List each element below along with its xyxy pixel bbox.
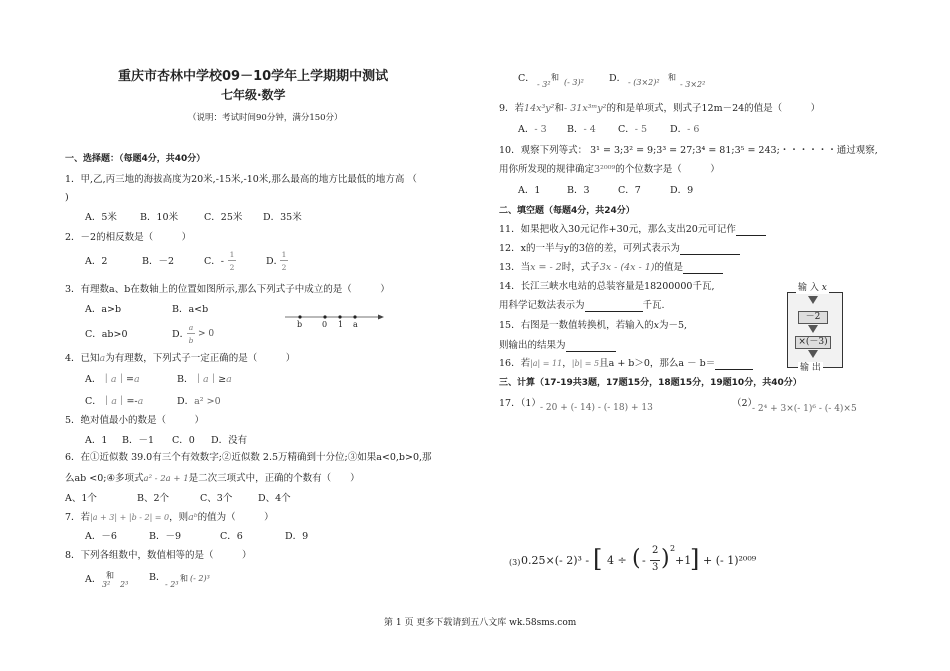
q2-d-numerator: 1: [281, 250, 287, 259]
q9-option-d-label: D．: [670, 124, 688, 135]
q3-d-fraction-bar: [187, 333, 195, 334]
machine-input-var: x: [821, 283, 827, 293]
q8-option-a: [85, 574, 101, 586]
q8-d-he: 和: [668, 73, 676, 82]
q17-2-expression: - 2⁴ + 3×(- 1)⁶ - (- 4)×5: [752, 404, 857, 414]
machine-step-1: －2: [798, 311, 828, 324]
q8-option-b: [149, 572, 165, 584]
q14-answer-blank[interactable]: [585, 301, 643, 312]
q15-answer-blank[interactable]: [566, 341, 616, 352]
q17-3-expression-b: 4 ÷: [607, 554, 627, 567]
section-heading-calc: 三、计算（17-19共3题，17题15分，18题15分，19题10分，共40分）: [499, 378, 802, 388]
q4-option-b: [177, 374, 232, 386]
q4-option-a-rel: ｜=: [116, 374, 135, 385]
q8-a-he: 和: [106, 571, 114, 580]
q9-option-d-value: - 6: [687, 124, 700, 135]
q17-3-paren-left: (: [632, 546, 641, 571]
q8-d-expr-2: - 3×2²: [680, 80, 706, 89]
q3-option-d: D．: [172, 329, 190, 340]
q4-var: a: [99, 353, 106, 364]
q3-d-denominator: b: [188, 336, 194, 345]
q10-power: 3²⁰⁰⁹: [594, 164, 616, 175]
q17-3-expression-d: + (- 1)²⁰⁰⁹: [703, 554, 757, 567]
q1-option-c: C．25米: [204, 212, 243, 223]
q14-unit: 千瓦.: [642, 300, 665, 311]
q8-c-expr-2: (- 3)²: [564, 78, 584, 87]
q4-text-rest: 为有理数，下列式子一定正确的是（ ）: [105, 353, 296, 364]
q17-3-bracket-left: [: [593, 545, 603, 573]
q13-text-b: 时，式子: [561, 262, 600, 273]
q15-text-c: 则输出的结果为: [499, 340, 566, 351]
q10-option-d: D．9: [670, 185, 694, 196]
q1-option-b: B．10米: [140, 212, 179, 223]
question-10-line-2: [499, 164, 720, 176]
q6-polynomial: a² - 2a + 1: [143, 474, 189, 484]
q4-option-b-var2: a: [226, 374, 232, 385]
q10-option-c: C．7: [618, 185, 641, 196]
number-line-label-b: b: [297, 320, 303, 329]
q10-text-b: 的个位数字是（ ）: [615, 164, 720, 175]
q5-option-c: C．0: [172, 435, 195, 446]
question-12: [499, 243, 740, 255]
q6-option-c: C、3个: [200, 493, 233, 504]
q3-option-b: B．a<b: [172, 304, 209, 315]
q17-3-square: 2: [670, 544, 676, 553]
q9-option-a-label: A．: [518, 124, 535, 135]
q16-text-b: 且a + b＞0，那么a － b＝: [599, 358, 716, 369]
machine-input-label: [796, 282, 829, 294]
machine-input-text: 输 入: [798, 283, 819, 293]
q8-c-expr-1: - 3²: [537, 80, 551, 89]
q16-cond-2: |b| = 5: [571, 359, 600, 368]
page-footer: 第 1 页 更多下载请到五八文库 wk.58sms.com: [384, 618, 577, 628]
q4-option-c-label: C．｜: [85, 396, 112, 407]
q8-b-expr-2: (- 2)³: [190, 574, 210, 583]
q2-option-b: B．－2: [142, 256, 175, 267]
q1-option-a: A．5米: [85, 212, 117, 223]
q9-option-b-label: B．: [567, 124, 584, 135]
q16-cond-1: |a| = 11: [530, 359, 563, 368]
q8-b-he: 和: [180, 574, 188, 583]
q4-option-d-label: D．: [177, 396, 195, 407]
q9-option-a: [518, 124, 547, 136]
q16-text-a: 16．若: [499, 358, 531, 369]
q4-option-c-var2: a: [137, 396, 144, 407]
question-3: 3．有理数a、b在数轴上的位置如图所示,那么下列式子中成立的是（ ）: [65, 284, 390, 295]
q1-option-d: D．35米: [263, 212, 302, 223]
q13-condition: x = - 2: [530, 262, 562, 273]
q9-text-a: 9．若: [499, 103, 525, 114]
q13-answer-blank[interactable]: [683, 263, 723, 274]
q7-text-c: 的值为（ ）: [197, 512, 274, 523]
q8-option-b-label: B．: [149, 572, 166, 583]
q9-option-d: [670, 124, 699, 136]
q17-3-frac-den: 3: [652, 562, 659, 573]
arrow-down-icon: [808, 325, 818, 333]
q4-option-a: [85, 374, 140, 386]
q3-option-c: C．ab>0: [85, 329, 128, 340]
q3-d-greater-zero: > 0: [198, 329, 215, 339]
q7-condition: |a + 3| + |b - 2| = 0: [90, 513, 170, 522]
q4-option-a-var: a: [110, 374, 117, 385]
q13-text-c: 的值是: [654, 262, 684, 273]
q17-3-frac-num: 2: [652, 545, 659, 556]
q4-option-b-label: B．｜: [177, 374, 203, 385]
q2-option-c: C．-: [204, 256, 224, 267]
q9-option-c-label: C．: [618, 124, 635, 135]
q4-option-c-rel: ｜=-: [116, 396, 138, 407]
q17-3-minus: -: [642, 554, 646, 567]
question-16: 16．若|a| = 11，|b| = 5且a + b＞0，那么a － b＝: [499, 358, 753, 370]
q10-option-a: A．1: [518, 185, 541, 196]
q3-d-numerator: a: [188, 323, 194, 332]
question-5: 5．绝对值最小的数是（ ）: [65, 415, 205, 426]
q4-option-a-var2: a: [134, 374, 140, 385]
number-line-label-1: 1: [338, 320, 344, 329]
q7-option-c: C．6: [220, 531, 243, 542]
conversion-machine: [784, 282, 846, 379]
q7-power: aᵇ: [188, 512, 198, 523]
q10-text-a: 用你所发现的规律确定: [499, 164, 595, 175]
question-17-1-label: 17．（1）: [499, 398, 541, 409]
question-11: [499, 224, 766, 236]
q2-option-d: D．: [266, 256, 284, 267]
q15-text-b: 为－5,: [658, 320, 688, 331]
q5-option-d: D．没有: [211, 435, 248, 446]
q8-a-expr-2: 2³: [120, 580, 129, 589]
q4-option-b-rel: ｜≥: [208, 374, 227, 385]
page-title: 重庆市杏林中学校09－10学年上学期期中测试: [118, 69, 389, 84]
q4-text-start: 4．已知: [65, 353, 100, 364]
q9-option-c: [618, 124, 647, 136]
number-line-label-a: a: [353, 320, 358, 329]
q4-option-b-var: a: [202, 374, 209, 385]
q9-option-a-value: - 3: [534, 124, 547, 135]
question-14-line-1: 14．长江三峡水电站的总装容量是18200000千瓦,: [499, 281, 715, 292]
question-10-line-1: 10．观察下列等式： 3¹ = 3;3² = 9;3³ = 27;3⁴ = 81;3⁵ = 243;・・・・・・通过观察,: [499, 145, 878, 156]
question-1: 1．甲,乙,丙三地的海拔高度为20米,-15米,-10米,那么最高的地方比最低的地方高 （: [65, 174, 417, 185]
q17-3-bracket-right: ]: [690, 545, 700, 573]
q11-answer-blank[interactable]: [736, 225, 766, 236]
exam-note: （说明：考试时间90分钟，满分150分）: [188, 113, 343, 123]
q14-text: 用科学记数法表示为: [499, 300, 585, 311]
question-2: 2．－2的相反数是（ ）: [65, 232, 192, 243]
q15-x: x: [653, 320, 659, 331]
q4-option-d-expr: a² >0: [194, 396, 221, 407]
page-subtitle: 七年级·数学: [221, 88, 286, 102]
q6-option-d: D、4个: [258, 493, 291, 504]
q8-c-he: 和: [551, 73, 559, 82]
q4-option-c-var: a: [111, 396, 117, 407]
q8-a-expr-1: 3²: [102, 580, 111, 589]
section-heading-choice: 一、选择题：（每题4分，共40分）: [65, 154, 206, 164]
question-13: [499, 262, 723, 274]
question-7: [65, 512, 274, 524]
q9-option-b-value: - 4: [583, 124, 596, 135]
q6-text-a: 么ab <0;④多项式: [65, 473, 144, 484]
q9-expr-2: - 31x³ᵐy²: [564, 103, 607, 114]
question-1-paren: ): [65, 192, 69, 203]
q4-option-d: [177, 396, 221, 408]
q9-text-b: 的和是单项式，则式子12m－24的值是（ ）: [606, 103, 821, 114]
question-17-3-label: (3): [509, 558, 521, 567]
number-line-label-0: 0: [322, 320, 328, 329]
q7-option-b: B．－9: [149, 531, 182, 542]
q5-option-a: A．1: [85, 435, 108, 446]
q12-answer-blank[interactable]: [680, 244, 740, 255]
q2-option-a: A．2: [85, 256, 108, 267]
question-15-line-1: [499, 320, 687, 332]
q17-3-paren-right: ): [661, 546, 670, 571]
question-15-line-2: [499, 340, 616, 352]
q17-1-expression: - 20 + (- 14) - (- 18) + 13: [540, 403, 653, 413]
q4-option-a-label: A．｜: [85, 374, 111, 385]
q3-option-a: A．a>b: [85, 304, 122, 315]
q13-expression: 3x - (4x - 1): [599, 262, 655, 273]
q17-3-expression-c: +1: [675, 554, 692, 567]
q2-c-fraction-bar: [228, 260, 236, 261]
q8-d-expr-1: - (3×2)²: [628, 78, 660, 87]
question-17-2-label: （2）: [732, 398, 758, 409]
q7-option-d: D．9: [285, 531, 309, 542]
q7-text-b: ，则: [169, 512, 189, 523]
question-4: [65, 353, 295, 365]
q2-d-denominator: 2: [281, 263, 287, 272]
q8-option-d: D．: [609, 73, 627, 84]
q15-text-a: 15．右图是一数值转换机，若输入的: [499, 320, 654, 331]
q6-option-b: B、2个: [137, 493, 170, 504]
q10-option-b: B．3: [567, 185, 590, 196]
q11-text: 11．如果把收入30元记作+30元，那么支出20元可记作: [499, 224, 736, 235]
section-heading-fill: 二、填空题（每题4分，共24分）: [499, 206, 635, 216]
q8-option-a-label: A．: [85, 574, 102, 585]
question-6-line-1: 6．在①近似数 39.0有三个有效数字;②近似数 2.5万精确到十分位;③如果a<0,b>0,那: [65, 452, 432, 463]
arrow-down-icon: [808, 296, 818, 304]
q2-c-denominator: 2: [229, 263, 235, 272]
q16-answer-blank[interactable]: [715, 359, 753, 370]
question-14-line-2: [499, 300, 665, 312]
q2-c-numerator: 1: [229, 250, 235, 259]
q8-option-c: C．: [518, 73, 535, 84]
question-8: 8．下列各组数中，数值相等的是（ ）: [65, 550, 252, 561]
q7-text-a: 7．若: [65, 512, 91, 523]
q7-option-a: A．－6: [85, 531, 117, 542]
q13-text-a: 13．当: [499, 262, 531, 273]
q9-option-b: [567, 124, 596, 136]
arrow-down-icon: [808, 350, 818, 358]
q2-d-fraction-bar: [280, 260, 288, 261]
q4-option-c: [85, 396, 143, 408]
question-6-line-2: [65, 473, 360, 485]
question-9: [499, 103, 820, 115]
q9-he: 和: [554, 103, 564, 114]
q9-option-c-value: - 5: [634, 124, 648, 135]
q6-option-a: A、1个: [65, 493, 97, 504]
q6-text-b: 是二次三项式中，正确的个数有（ ）: [188, 473, 360, 484]
q9-expr-1: 14x³y²: [524, 103, 555, 114]
q5-option-b: B．－1: [122, 435, 155, 446]
machine-output-label: 输 出: [800, 363, 821, 373]
q12-text: 12．x的一半与y的3倍的差，可列式表示为: [499, 243, 680, 254]
q17-3-fraction-bar: [650, 560, 660, 561]
q8-b-expr-1: - 2³: [165, 580, 179, 589]
q17-3-expression-a: 0.25×(- 2)³ -: [521, 554, 590, 567]
machine-step-2: ×(－3): [795, 336, 831, 349]
